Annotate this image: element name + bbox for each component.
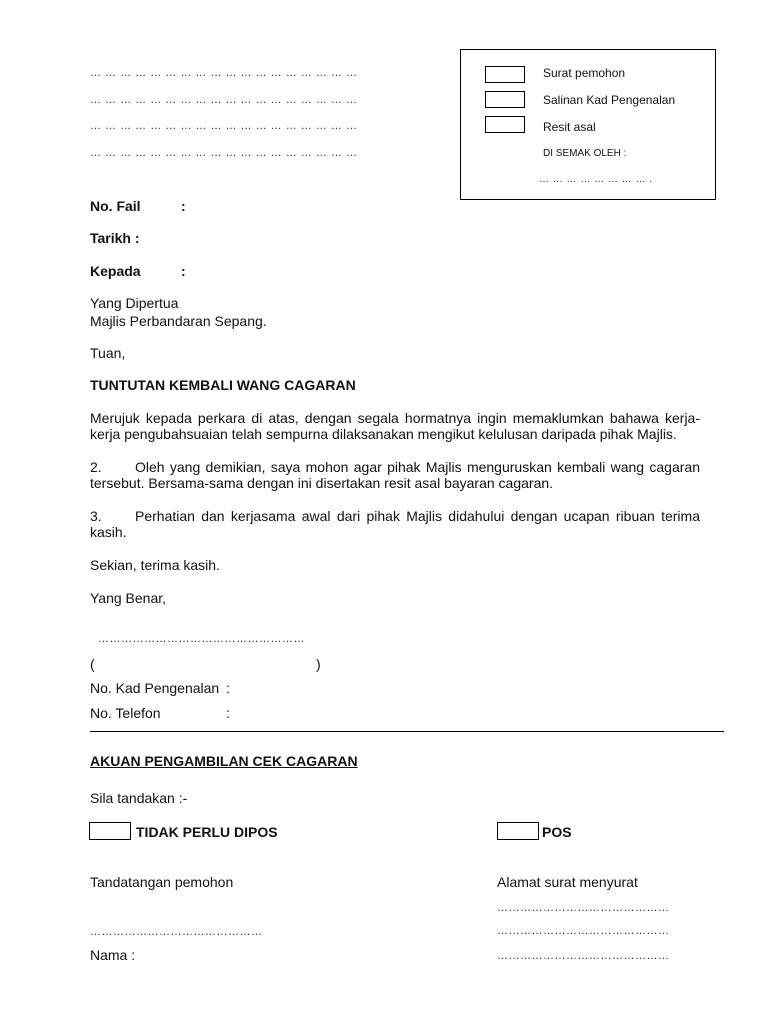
- checklist-checkbox-resit-asal[interactable]: [485, 116, 525, 133]
- ic-number-colon: :: [226, 680, 230, 696]
- body-paragraph-1: Merujuk kepada perkara di atas, dengan segala hormatnya ingin memaklumkan bahawa kerja-kerja pengubahsuaian telah sempurna dilaksanakan mengikut kelulusan daripada pihak Majlis.: [90, 410, 700, 442]
- no-post-checkbox[interactable]: [89, 822, 131, 840]
- recipient-organisation: Majlis Perbandaran Sepang.: [90, 313, 267, 329]
- sign-off: Yang Benar,: [90, 590, 167, 606]
- paragraph-text: Perhatian dan kerjasama awal dari pihak Majlis didahului dengan ucapan ribuan terima kasih.: [90, 508, 700, 540]
- body-paragraph-2: [90, 459, 700, 491]
- declaration-title: AKUAN PENGAMBILAN CEK CAGARAN: [90, 753, 358, 769]
- sender-address-line[interactable]: … … … … … … … … … … … … … … … … … …: [90, 120, 358, 132]
- phone-colon: :: [226, 705, 230, 721]
- checklist-label: Salinan Kad Pengenalan: [543, 93, 676, 107]
- file-no-colon: :: [181, 198, 186, 214]
- to-label: Kepada: [90, 263, 141, 279]
- paragraph-number: 3.: [90, 508, 102, 524]
- mailing-address-label: Alamat surat menyurat: [497, 874, 638, 890]
- recipient-title: Yang Dipertua: [90, 295, 179, 311]
- mailing-address-line[interactable]: ………………………………………: [497, 950, 670, 962]
- section-divider: [90, 731, 724, 732]
- checklist-label: Resit asal: [543, 120, 596, 134]
- document-checklist-panel: [460, 49, 716, 200]
- sender-address-line[interactable]: … … … … … … … … … … … … … … … … … …: [90, 147, 358, 159]
- name-paren-close: ): [316, 656, 321, 672]
- mailing-address-line[interactable]: ………………………………………: [497, 902, 670, 914]
- applicant-signature-line[interactable]: ………………………………………: [90, 926, 263, 938]
- declaration-instruction: Sila tandakan :-: [90, 790, 188, 806]
- phone-label: No. Telefon: [90, 705, 161, 721]
- checklist-checkbox-salinan-kad[interactable]: [485, 91, 525, 108]
- body-paragraph-3: [90, 508, 700, 540]
- sender-address-line[interactable]: … … … … … … … … … … … … … … … … … …: [90, 94, 358, 106]
- post-checkbox[interactable]: [497, 822, 539, 840]
- mailing-address-line[interactable]: ………………………………………: [497, 925, 670, 937]
- no-post-label: TIDAK PERLU DIPOS: [136, 824, 278, 840]
- checked-by-signature-line[interactable]: … … … … … … … … .: [539, 174, 653, 185]
- checklist-checkbox-surat-pemohon[interactable]: [485, 66, 525, 83]
- file-no-label: No. Fail: [90, 198, 141, 214]
- sender-address-line[interactable]: … … … … … … … … … … … … … … … … … …: [90, 67, 358, 79]
- checklist-label: Surat pemohon: [543, 66, 626, 80]
- ic-number-label: No. Kad Pengenalan: [90, 680, 220, 696]
- post-label: POS: [542, 824, 572, 840]
- checked-by-label: DI SEMAK OLEH :: [543, 148, 627, 159]
- paragraph-number: 2.: [90, 459, 102, 475]
- paragraph-text: Oleh yang demikian, saya mohon agar pihak Majlis menguruskan kembali wang cagaran tersebut. Bersama-sama dengan ini disertakan resit asal bayaran cagaran.: [90, 459, 700, 491]
- applicant-signature-label: Tandatangan pemohon: [90, 874, 234, 890]
- date-label: Tarikh :: [90, 230, 140, 246]
- applicant-name-label: Nama :: [90, 947, 136, 963]
- closing-thanks: Sekian, terima kasih.: [90, 557, 220, 573]
- salutation: Tuan,: [90, 345, 126, 361]
- name-paren-open: (: [90, 656, 95, 672]
- to-colon: :: [181, 263, 186, 279]
- signature-line[interactable]: ………………………………………………: [98, 633, 305, 645]
- subject-heading: TUNTUTAN KEMBALI WANG CAGARAN: [90, 377, 356, 393]
